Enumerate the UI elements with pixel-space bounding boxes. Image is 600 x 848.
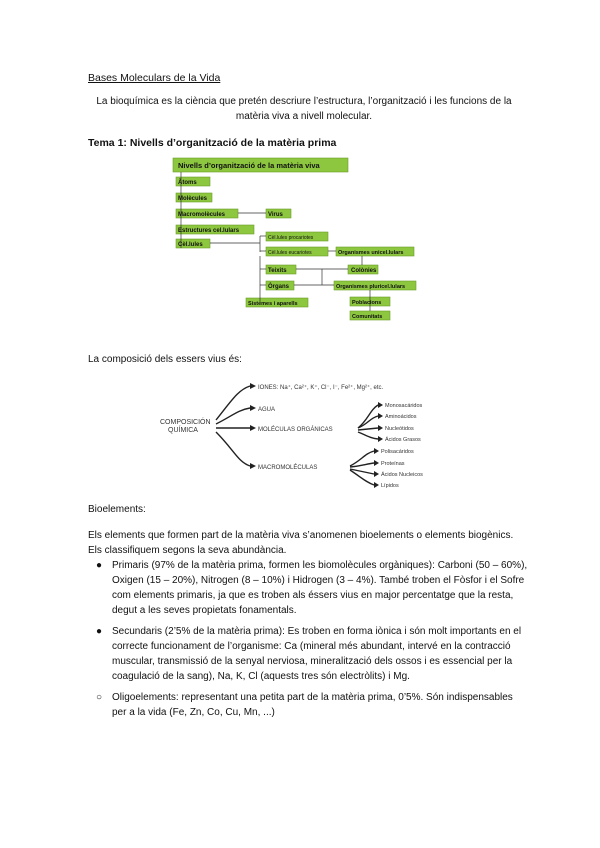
label-header: Nivells d’organització de la matèria viva bbox=[178, 161, 320, 170]
macro-child-3: Ácidos Nucleicos bbox=[381, 472, 423, 478]
bullet-icon: ● bbox=[96, 626, 103, 637]
list-item bbox=[88, 690, 528, 720]
root-line1: COMPOSICIÓN bbox=[160, 419, 211, 426]
label-poblacions: Poblacions bbox=[352, 300, 382, 306]
bioelements-intro: Els elements que formen part de la matèria viva s’anomenen bioelements o elements biogènics. Els classifiquem segons la seva abundància. bbox=[88, 530, 514, 556]
label-comunitats: Comunitats bbox=[352, 314, 383, 320]
org-child-2: Aminoácidos bbox=[385, 414, 417, 420]
bullet-text: Primaris (97% de la matèria prima, formen les biomolècules orgàniques): Carboni (50 – 60%), Oxigen (15 – 20%), Nitrogen (8 – 10%) i Hidrogen (3 – 4%). També troben el Fòsfor i el Sofre com elements primaris, ja que es troben als éssers vius en major percentatge que la resta, degut a les seves propietats fonamentals. bbox=[112, 560, 528, 616]
bullet-icon: ● bbox=[96, 560, 103, 571]
label-unicel: Organismes unicel.lulars bbox=[338, 250, 404, 256]
label-eucariotes: Cèl.lules eucariotes bbox=[268, 250, 312, 256]
composicio-label: La composició dels essers vius és: bbox=[88, 354, 242, 365]
macro-child-1: Polisacáridos bbox=[381, 449, 414, 455]
label-organicas: MOLÉCULAS ORGÁNICAS bbox=[258, 427, 333, 433]
label-sistemes: Sistemes i aparells bbox=[248, 301, 298, 307]
org-child-4: Ácidos Grasos bbox=[385, 437, 421, 443]
bioelements-label: Bioelements: bbox=[88, 504, 146, 515]
label-macromolecules: Macromolècules bbox=[178, 212, 226, 218]
macro-child-2: Proteínas bbox=[381, 461, 405, 467]
page-title: Bases Moleculars de la Vida bbox=[88, 72, 221, 84]
bullet-text: Secundaris (2’5% de la matèria prima): Es troben en forma iònica i són molt importants en el correcte funcionament de l’organisme: Ca (mineral més abundant, intervé en la contracció muscular, transmissió de la senyal nerviosa, mineralització dels ossos i es essencial per la coagulació de la sang), Na, K, Cl (aquests tres són electròlits) i Mg. bbox=[112, 626, 522, 682]
label-cellules: Cèl.lules bbox=[178, 242, 203, 248]
bullet-text: Oligoelements: representant una petita part de la matèria prima, 0’5%. Són indispensables per a la vida (Fe, Zn, Co, Cu, Mn, ...) bbox=[112, 692, 513, 718]
label-pluricel: Organismes pluricel.lulars bbox=[336, 284, 406, 290]
root-line2: QUÍMICA bbox=[168, 427, 198, 434]
bioelements-list bbox=[88, 558, 528, 726]
intro-paragraph: La bioquímica es la ciència que pretén descriure l’estructura, l’organització i les funcions de la matèria viva a nivell molecular. bbox=[96, 96, 512, 122]
label-teixits: Teixits bbox=[268, 268, 287, 274]
label-iones: IONES: Na⁺, Ca²⁺, K⁺, Cl⁻, I⁻, Fe²⁺, Mg²⁺, etc. bbox=[258, 385, 384, 391]
label-procariotes: Cèl.lules procariotes bbox=[268, 235, 314, 241]
list-item bbox=[88, 624, 528, 684]
org-child-3: Nucleótidos bbox=[385, 426, 414, 432]
label-agua: AGUA bbox=[258, 407, 276, 413]
org-child-1: Monosacáridos bbox=[385, 403, 423, 409]
label-colonies: Colònies bbox=[351, 268, 377, 274]
label-atoms: Àtoms bbox=[178, 180, 197, 186]
macro-child-4: Lípidos bbox=[381, 483, 399, 489]
label-macro: MACROMOLÉCULAS bbox=[258, 465, 318, 471]
bullet-icon: ○ bbox=[96, 692, 103, 703]
list-item bbox=[88, 558, 528, 618]
label-virus: Virus bbox=[268, 212, 283, 218]
label-estructures: Estructures cel.lulars bbox=[178, 228, 240, 234]
label-molecules: Molècules bbox=[178, 196, 208, 202]
label-organs: Òrgans bbox=[268, 284, 290, 290]
section-heading-tema1: Tema 1: Nivells d’organització de la matèria prima bbox=[88, 137, 337, 149]
